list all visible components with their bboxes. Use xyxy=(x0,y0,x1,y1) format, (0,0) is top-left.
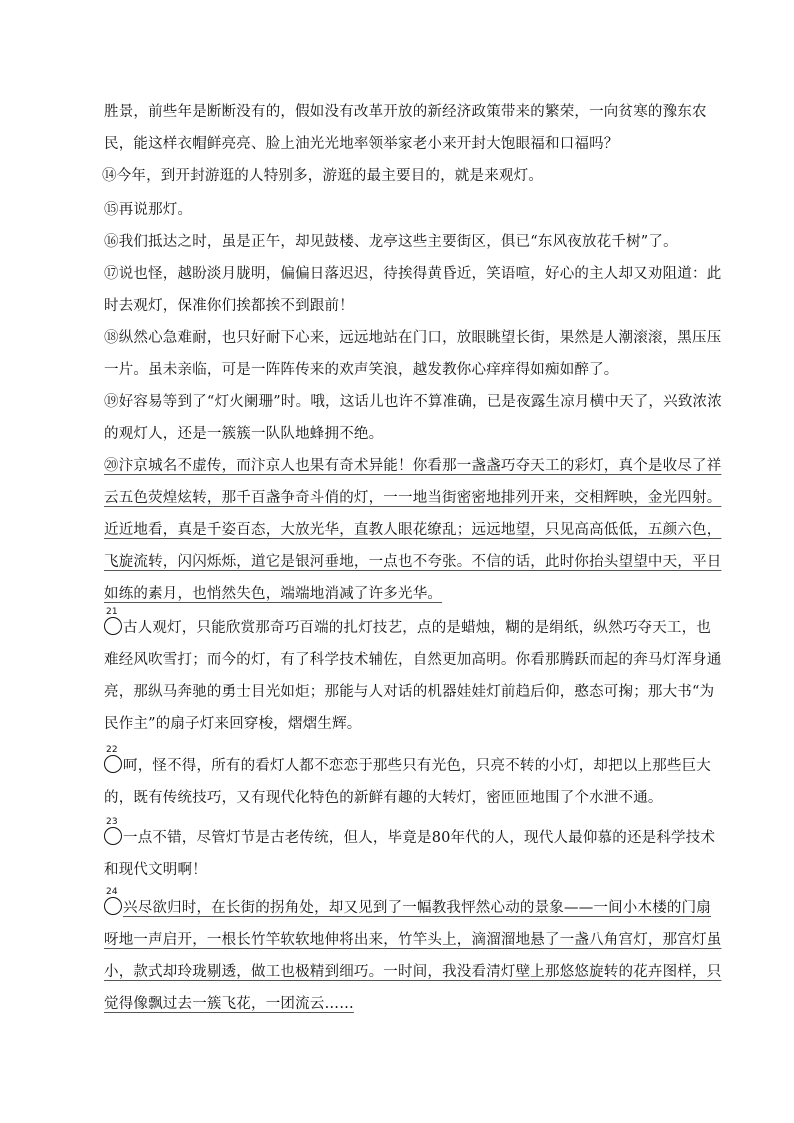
paragraph-23-text: 一点不错，尽管灯节是古老传统，但人，毕竟是80年代的人，现代人最仰慕的还是科学技术和现代文明啊！ xyxy=(104,830,716,878)
paragraph-24 xyxy=(104,887,724,1020)
paragraph-23 xyxy=(104,817,724,886)
paragraph-21 xyxy=(104,607,724,740)
paragraph-19: ⑲好容易等到了“灯火阑珊”时。哦，这话儿也许不算准确，已是夜露生凉月横中天了，兴致浓浓的观灯人，还是一簇簇一队队地蜂拥不绝。 xyxy=(104,394,722,442)
paragraph-22-text: 呵，怪不得，所有的看灯人都不恋恋于那些只有光色，只亮不转的小灯，却把以上那些巨大的，既有传统技巧，又有现代化特色的新鲜有趣的大转灯，密匝匝地围了个水泄不通。 xyxy=(104,758,711,806)
paragraph-22 xyxy=(104,745,724,814)
paragraph-17: ⑰说也怪，越盼淡月胧明，偏偏日落迟迟，待挨得黄昏近，笑语喧，好心的主人却又劝阻道：此时去观灯，保准你们挨都挨不到跟前！ xyxy=(104,266,722,314)
paragraph-14-text: ⑭今年，到开封游逛的人特别多，游逛的最主要目的，就是来观灯。 xyxy=(102,168,543,184)
paragraph-14 xyxy=(104,160,724,192)
circled-number-21: 21 xyxy=(104,617,122,635)
paragraph-16: ⑯我们抵达之时，虽是正午，却见鼓楼、龙亭这些主要街区，俱已“东风夜放花千树”了。 xyxy=(104,234,678,250)
paragraph-18: ⑱纵然心急难耐，也只好耐下心来，远远地站在门口，放眼眺望长街，果然是人潮滚滚，黑压压一片。虽未亲临，可是一阵阵传来的欢声笑浪，越发教你心痒痒得如痴如醉了。 xyxy=(104,330,722,378)
paragraph-24-text: 兴尽欲归时，在长街的拐角处，却又见到了一幅教我怦然心动的景象——一间小木楼的门扇呀地一声启开，一根长竹竿软软地伸将出来，竹竿头上，滴溜溜地悬了一盏八角宫灯，那宫灯虽小，款式却玲珑剔透，做工也极精到细巧。一时间，我没看清灯壁上那悠悠旋转的花卉图样，只觉得像飘过去一簇飞花，一团流云…… xyxy=(104,900,722,1012)
paragraph-15: ⑮再说那灯。 xyxy=(104,202,193,218)
circled-number-23: 23 xyxy=(104,827,122,845)
paragraph-20-underlined: ⑳汴京城名不虚传，而汴京人也果有奇术异能！你看那一盏盏巧夺天工的彩灯，真个是收尽了祥云五色荧煌炫转，那千百盏争奇斗俏的灯，一一地当街密密地排列开来，交相辉映，金光四射。近近地看，真是千姿百态，大放光华，直教人眼花缭乱；远远地望，只见高高低低，五颜六色，飞旋流转，闪闪烁烁，道它是银河垂地，一点也不夸张。不信的话，此时你抬头望望中天，平日如练的素月，也悄然失色，端端地消减了许多光华。 xyxy=(104,458,722,602)
paragraph-13-continued: 胜景，前些年是断断没有的，假如没有改革开放的新经济政策带来的繁荣，一向贫寒的豫东农民，能这样衣帽鲜亮亮、脸上油光光地率领举家老小来开封大饱眼福和口福吗？ xyxy=(104,104,707,152)
circled-number-22: 22 xyxy=(104,755,122,773)
circled-number-24: 24 xyxy=(104,897,122,915)
paragraph-21-text: 古人观灯，只能欣赏那奇巧百端的扎灯技艺，点的是蜡烛，糊的是绢纸，纵然巧夺天工，也难经风吹雪打；而今的灯，有了科学技术辅佐，自然更加高明。你看那腾跃而起的奔马灯浑身通亮，那纵马奔驰的勇士目光如炬；那能与人对话的机器娃娃灯前趋后仰，憨态可掬；那大书“为民作主”的扇子灯来回穿梭，熠熠生辉。 xyxy=(104,620,722,732)
